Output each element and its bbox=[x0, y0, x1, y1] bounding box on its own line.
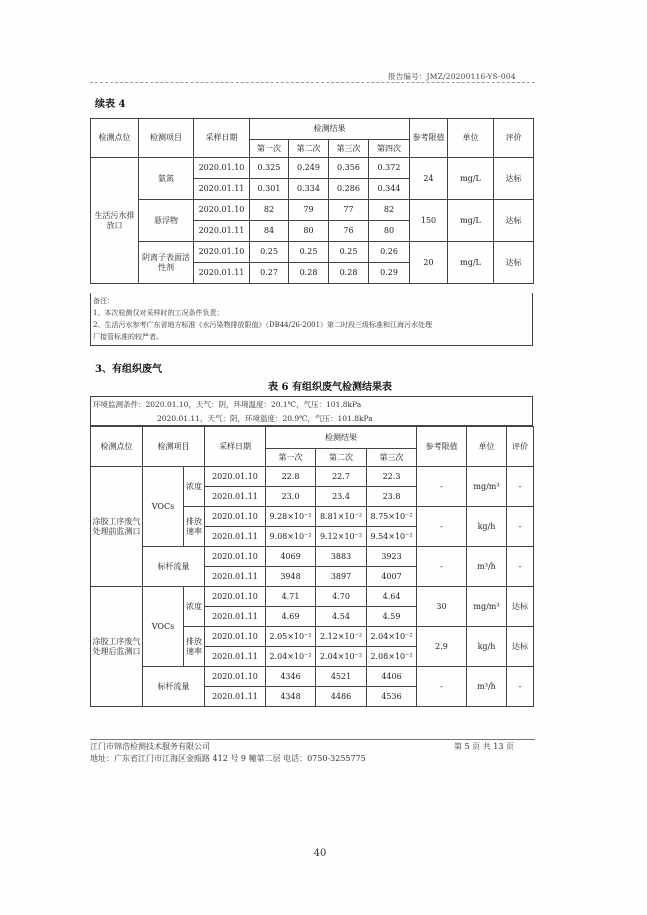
table4-notes bbox=[90, 293, 533, 346]
value-cell: 9.12×10⁻² bbox=[316, 527, 367, 547]
date-cell: 2020.01.10 bbox=[205, 467, 266, 487]
value-cell: 0.25 bbox=[329, 242, 369, 263]
value-cell: 3948 bbox=[266, 567, 316, 587]
value-cell: 79 bbox=[289, 200, 329, 221]
limit-cell: - bbox=[417, 467, 467, 507]
date-cell: 2020.01.11 bbox=[205, 487, 266, 507]
item-cell: 阴离子表面活性剂 bbox=[139, 242, 194, 284]
conditions-line-1: 环境监测条件：2020.01.10，天气：阴，环境温度：20.1℃，气压：101.8kPa bbox=[93, 400, 362, 409]
evaluation-cell: - bbox=[507, 507, 534, 547]
conditions-line-2: 2020.01.11，天气：阴，环境温度：20.9℃，气压：101.8kPa bbox=[157, 414, 373, 423]
item-cell: 悬浮物 bbox=[139, 200, 194, 242]
item-cell: 浓度 bbox=[184, 467, 205, 507]
unit-cell: m³/h bbox=[467, 667, 507, 707]
header-run-1: 第一次 bbox=[266, 449, 316, 467]
header-item: 检测项目 bbox=[139, 119, 194, 158]
date-cell: 2020.01.10 bbox=[205, 627, 266, 647]
date-cell: 2020.01.10 bbox=[194, 242, 250, 263]
item-cell: 氨氮 bbox=[139, 158, 194, 200]
value-cell: 4406 bbox=[367, 667, 417, 687]
footer-page-count: 第 5 页 共 13 页 bbox=[454, 742, 514, 751]
header-unit: 单位 bbox=[467, 427, 507, 467]
unit-cell: mg/m³ bbox=[467, 467, 507, 507]
value-cell: 0.325 bbox=[250, 158, 289, 179]
evaluation-cell: - bbox=[507, 547, 534, 587]
header-monitoring-point: 检测点位 bbox=[91, 119, 139, 158]
date-cell: 2020.01.11 bbox=[205, 687, 266, 707]
evaluation-cell: 达标 bbox=[507, 587, 534, 627]
value-cell: 23.4 bbox=[316, 487, 367, 507]
value-cell: 3897 bbox=[316, 567, 367, 587]
value-cell: 8.75×10⁻² bbox=[367, 507, 417, 527]
value-cell: 4.64 bbox=[367, 587, 417, 607]
evaluation-cell: 达标 bbox=[507, 627, 534, 667]
value-cell: 23.0 bbox=[266, 487, 316, 507]
header-run-2: 第二次 bbox=[289, 140, 329, 158]
value-cell: 2.08×10⁻² bbox=[367, 647, 417, 667]
value-cell: 80 bbox=[289, 221, 329, 242]
value-cell: 0.25 bbox=[289, 242, 329, 263]
value-cell: 0.28 bbox=[289, 263, 329, 284]
value-cell: 4.71 bbox=[266, 587, 316, 607]
value-cell: 4.54 bbox=[316, 607, 367, 627]
organized-exhaust-gas-results-table bbox=[90, 426, 534, 707]
value-cell: 82 bbox=[369, 200, 410, 221]
value-cell: 0.249 bbox=[289, 158, 329, 179]
date-cell: 2020.01.10 bbox=[194, 158, 250, 179]
value-cell: 22.7 bbox=[316, 467, 367, 487]
header-unit: 单位 bbox=[448, 119, 494, 158]
value-cell: 0.334 bbox=[289, 179, 329, 200]
item-cell: 排放速率 bbox=[184, 627, 205, 667]
evaluation-cell: 达标 bbox=[494, 242, 534, 284]
group-cell: VOCs bbox=[143, 587, 184, 667]
item-cell: 浓度 bbox=[184, 587, 205, 627]
table-row bbox=[91, 158, 534, 179]
footer-address: 地址：广东省江门市江海区金瓯路 412 号 9 幢第二层 电话：0750-3255775 bbox=[90, 754, 366, 763]
note-line: 厂接管标准的较严者。 bbox=[93, 333, 163, 341]
note-line: 1、本次检测仅对采样时的工况条件负责； bbox=[93, 309, 224, 317]
header-evaluation: 评价 bbox=[494, 119, 534, 158]
table4-continuation-title: 续表 4 bbox=[95, 99, 126, 110]
header-item: 检测项目 bbox=[143, 427, 205, 467]
value-cell: 22.8 bbox=[266, 467, 316, 487]
value-cell: 22.3 bbox=[367, 467, 417, 487]
item-cell: 排放速率 bbox=[184, 507, 205, 547]
sampling-point-cell: 涂胶工序废气处理前监测口 bbox=[91, 467, 143, 587]
value-cell: 4346 bbox=[266, 667, 316, 687]
limit-cell: 30 bbox=[417, 587, 467, 627]
date-cell: 2020.01.10 bbox=[194, 200, 250, 221]
limit-cell: - bbox=[417, 547, 467, 587]
evaluation-cell: - bbox=[507, 667, 534, 707]
header-reference-limit: 参考限值 bbox=[410, 119, 448, 158]
sampling-point-cell: 涂胶工序废气处理后监测口 bbox=[91, 587, 143, 707]
date-cell: 2020.01.10 bbox=[205, 547, 266, 567]
value-cell: 9.54×10⁻² bbox=[367, 527, 417, 547]
value-cell: 4348 bbox=[266, 687, 316, 707]
date-cell: 2020.01.10 bbox=[205, 667, 266, 687]
value-cell: 77 bbox=[329, 200, 369, 221]
limit-cell: - bbox=[417, 667, 467, 707]
value-cell: 9.28×10⁻² bbox=[266, 507, 316, 527]
date-cell: 2020.01.11 bbox=[205, 647, 266, 667]
report-number: 报告编号：JMZ/20200116-YS-004 bbox=[388, 72, 516, 81]
value-cell: 84 bbox=[250, 221, 289, 242]
table-row bbox=[91, 467, 534, 487]
table6-caption: 表 6 有组织废气检测结果表 bbox=[268, 382, 392, 393]
date-cell: 2020.01.11 bbox=[194, 263, 250, 284]
limit-cell: - bbox=[417, 507, 467, 547]
evaluation-cell: 达标 bbox=[494, 200, 534, 242]
header-reference-limit: 参考限值 bbox=[417, 427, 467, 467]
unit-cell: mg/L bbox=[448, 158, 494, 200]
value-cell: 2.05×10⁻² bbox=[266, 627, 316, 647]
group-cell: VOCs bbox=[143, 467, 184, 547]
value-cell: 4536 bbox=[367, 687, 417, 707]
unit-cell: mg/L bbox=[448, 200, 494, 242]
table-row bbox=[91, 200, 534, 221]
value-cell: 8.81×10⁻² bbox=[316, 507, 367, 527]
value-cell: 0.28 bbox=[329, 263, 369, 284]
value-cell: 4069 bbox=[266, 547, 316, 567]
value-cell: 0.344 bbox=[369, 179, 410, 200]
sampling-point-cell: 生活污水排放口 bbox=[91, 158, 139, 284]
unit-cell: kg/h bbox=[467, 507, 507, 547]
note-line: 2、生活污水参考广东省地方标准《水污染物排放限值》（DB44/26-2001）第二时段三级标准和江海污水处理 bbox=[93, 321, 433, 329]
header-run-3: 第三次 bbox=[367, 449, 417, 467]
footer-rule bbox=[90, 739, 535, 740]
wastewater-results-table bbox=[90, 118, 534, 284]
value-cell: 4521 bbox=[316, 667, 367, 687]
evaluation-cell: 达标 bbox=[494, 158, 534, 200]
value-cell: 9.08×10⁻² bbox=[266, 527, 316, 547]
value-cell: 76 bbox=[329, 221, 369, 242]
value-cell: 2.04×10⁻² bbox=[316, 647, 367, 667]
limit-cell: 2.9 bbox=[417, 627, 467, 667]
value-cell: 0.29 bbox=[369, 263, 410, 284]
header-run-2: 第二次 bbox=[316, 449, 367, 467]
date-cell: 2020.01.11 bbox=[205, 607, 266, 627]
date-cell: 2020.01.11 bbox=[205, 527, 266, 547]
header-run-1: 第一次 bbox=[250, 140, 289, 158]
item-cell: 标杆流量 bbox=[143, 547, 205, 587]
value-cell: 3923 bbox=[367, 547, 417, 567]
header-evaluation: 评价 bbox=[507, 427, 534, 467]
limit-cell: 24 bbox=[410, 158, 448, 200]
date-cell: 2020.01.11 bbox=[194, 221, 250, 242]
value-cell: 0.301 bbox=[250, 179, 289, 200]
value-cell: 4.59 bbox=[367, 607, 417, 627]
value-cell: 4.69 bbox=[266, 607, 316, 627]
date-cell: 2020.01.11 bbox=[205, 567, 266, 587]
table-row bbox=[91, 667, 534, 687]
header-run-3: 第三次 bbox=[329, 140, 369, 158]
table-row bbox=[91, 242, 534, 263]
value-cell: 0.25 bbox=[250, 242, 289, 263]
value-cell: 0.286 bbox=[329, 179, 369, 200]
date-cell: 2020.01.11 bbox=[194, 179, 250, 200]
limit-cell: 20 bbox=[410, 242, 448, 284]
value-cell: 82 bbox=[250, 200, 289, 221]
header-results: 检测结果 bbox=[250, 119, 410, 140]
value-cell: 0.356 bbox=[329, 158, 369, 179]
unit-cell: m³/h bbox=[467, 547, 507, 587]
evaluation-cell: - bbox=[507, 467, 534, 507]
header-run-4: 第四次 bbox=[369, 140, 410, 158]
value-cell: 0.26 bbox=[369, 242, 410, 263]
value-cell: 4007 bbox=[367, 567, 417, 587]
item-cell: 标杆流量 bbox=[143, 667, 205, 707]
unit-cell: kg/h bbox=[467, 627, 507, 667]
unit-cell: mg/m³ bbox=[467, 587, 507, 627]
value-cell: 2.04×10⁻² bbox=[367, 627, 417, 647]
notes-heading: 备注： bbox=[93, 297, 114, 305]
date-cell: 2020.01.10 bbox=[205, 507, 266, 527]
value-cell: 2.04×10⁻² bbox=[266, 647, 316, 667]
value-cell: 0.372 bbox=[369, 158, 410, 179]
header-monitoring-point: 检测点位 bbox=[91, 427, 143, 467]
section-heading-organized-emissions: 3、有组织废气 bbox=[95, 364, 162, 375]
table-row bbox=[91, 587, 534, 607]
value-cell: 2.12×10⁻² bbox=[316, 627, 367, 647]
value-cell: 3883 bbox=[316, 547, 367, 567]
environmental-conditions bbox=[90, 396, 533, 426]
footer-company: 江门市锦浩检测技术服务有限公司 bbox=[90, 742, 210, 751]
header-sampling-date: 采样日期 bbox=[205, 427, 266, 467]
unit-cell: mg/L bbox=[448, 242, 494, 284]
date-cell: 2020.01.10 bbox=[205, 587, 266, 607]
value-cell: 80 bbox=[369, 221, 410, 242]
header-results: 检测结果 bbox=[266, 427, 417, 449]
value-cell: 0.27 bbox=[250, 263, 289, 284]
page-number: 40 bbox=[313, 848, 327, 859]
value-cell: 4.70 bbox=[316, 587, 367, 607]
value-cell: 4486 bbox=[316, 687, 367, 707]
table-row bbox=[91, 547, 534, 567]
limit-cell: 150 bbox=[410, 200, 448, 242]
header-rule bbox=[90, 82, 535, 83]
value-cell: 23.8 bbox=[367, 487, 417, 507]
header-sampling-date: 采样日期 bbox=[194, 119, 250, 158]
